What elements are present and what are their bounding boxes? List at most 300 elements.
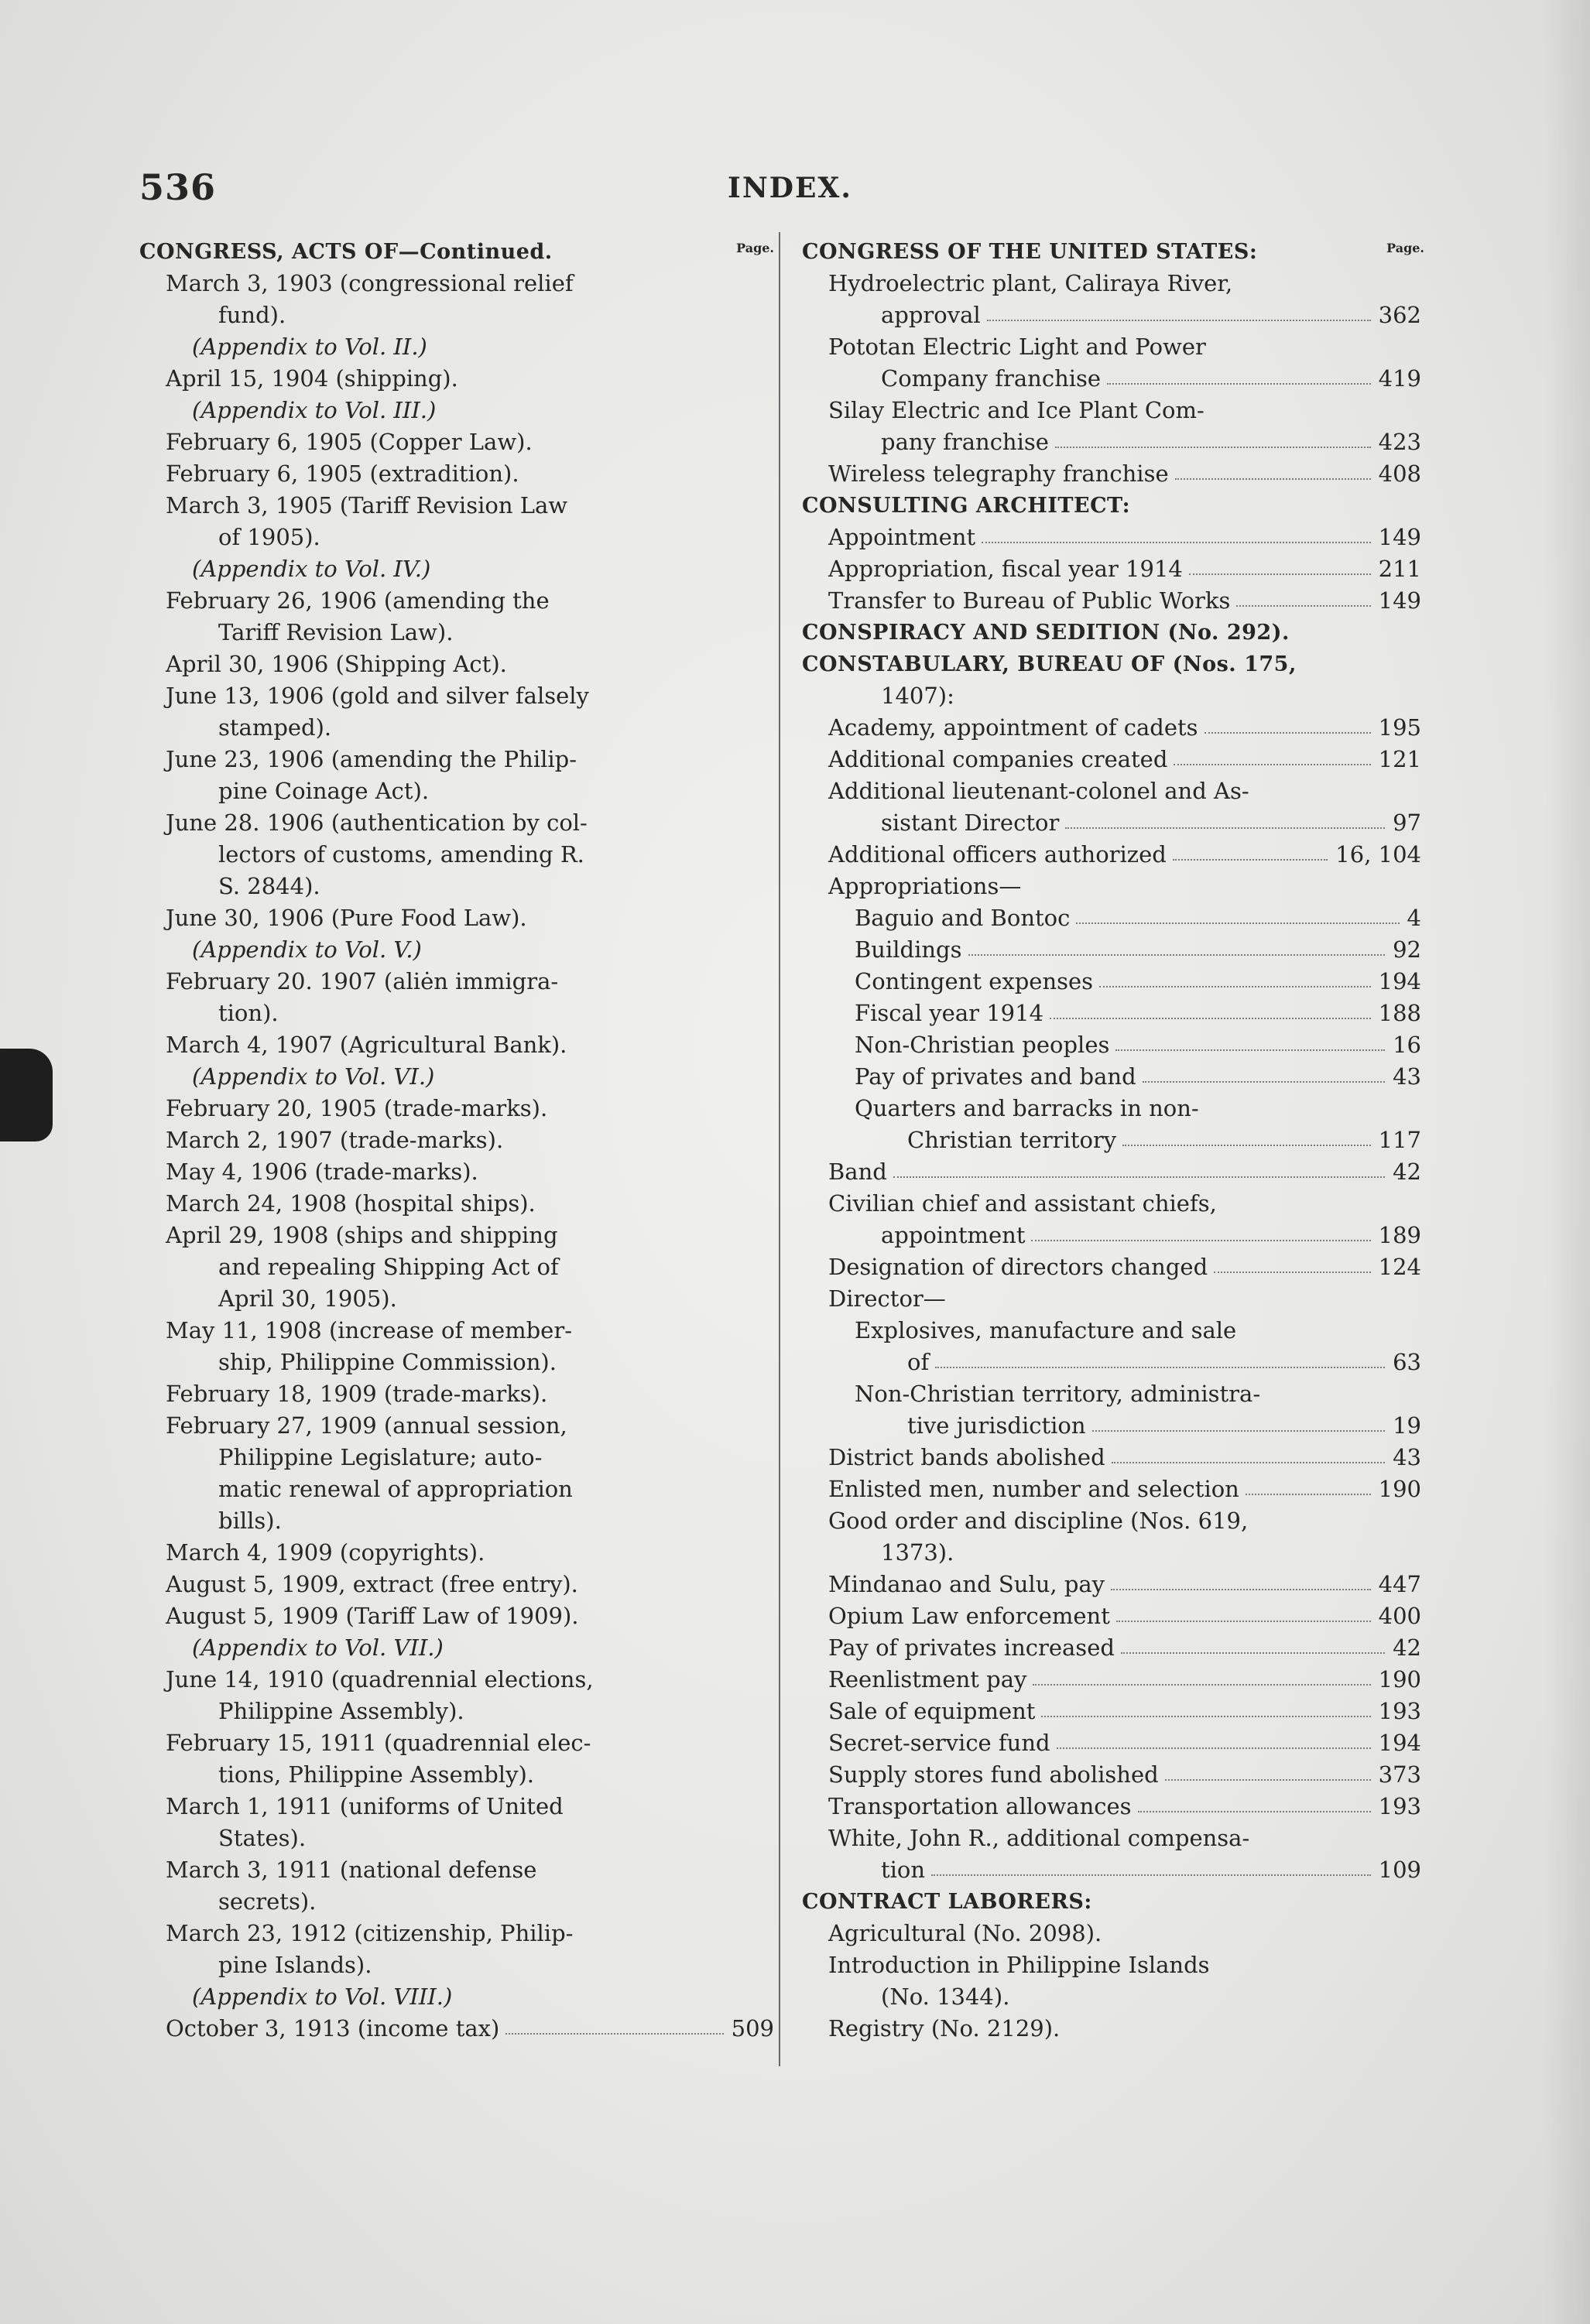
entry-text: Buildings (855, 936, 962, 963)
entry-text: February 20, 1905 (trade-marks). (166, 1095, 548, 1121)
index-entry (139, 1696, 759, 1727)
index-entry (139, 395, 759, 426)
index-entry (139, 299, 759, 331)
index-heading (802, 617, 1421, 649)
index-entry (139, 1727, 759, 1759)
entry-text: CONTRACT LABORERS: (802, 1890, 1092, 1914)
dot-leader (1115, 1049, 1385, 1051)
entry-text: tions, Philippine Assembly). (218, 1761, 534, 1788)
entry-text: Baguio and Bontoc (855, 905, 1071, 931)
dot-leader (1107, 383, 1371, 385)
entry-text: CONSPIRACY AND SEDITION (No. 292). (802, 621, 1290, 645)
index-heading (802, 236, 1421, 268)
index-entry (802, 902, 1421, 934)
page-column-label: Page. (736, 241, 774, 255)
index-entry (802, 1156, 1421, 1188)
entry-text: Registry (No. 2129). (828, 2015, 1061, 2042)
page-reference: 63 (1393, 1349, 1421, 1375)
page-reference: 42 (1393, 1159, 1421, 1185)
entry-text: Company franchise (881, 365, 1102, 392)
entry-text: May 11, 1908 (increase of member- (166, 1317, 572, 1343)
index-entry (802, 363, 1421, 395)
index-entry (802, 1537, 1421, 1569)
entry-text: White, John R., additional compensa- (828, 1825, 1250, 1851)
entry-text: ship, Philippine Commission). (218, 1349, 557, 1375)
page-reference: 121 (1378, 746, 1421, 772)
dot-leader (505, 2033, 724, 2035)
entry-text: February 6, 1905 (Copper Law). (166, 429, 533, 455)
index-entry (139, 775, 759, 807)
page-edge-shadow (1544, 0, 1590, 2324)
index-entry (802, 1315, 1421, 1347)
entry-text: 1373). (881, 1539, 954, 1566)
index-entry (139, 871, 759, 902)
entry-text: (Appendix to Vol. VI.) (192, 1063, 435, 1090)
entry-text: Transportation allowances (828, 1793, 1132, 1819)
entry-text: CONGRESS OF THE UNITED STATES: (802, 240, 1258, 264)
index-entry (802, 585, 1421, 617)
left-index-column (139, 236, 774, 2045)
dot-leader (1076, 922, 1400, 924)
dot-leader (931, 1874, 1371, 1876)
entry-text: March 1, 1911 (uniforms of United (166, 1793, 564, 1819)
page-reference: 189 (1378, 1222, 1421, 1248)
index-entry (802, 1632, 1421, 1664)
entry-text: Non-Christian territory, administra- (855, 1381, 1261, 1407)
index-entry (139, 1442, 759, 1473)
entry-text: August 5, 1909, extract (free entry). (166, 1571, 578, 1597)
entry-text: pine Islands). (218, 1952, 372, 1978)
index-entry (139, 1220, 759, 1251)
entry-text: June 28. 1906 (authentication by col- (166, 809, 588, 836)
entry-text: Additional lieutenant-colonel and As- (828, 778, 1249, 804)
entry-text: (Appendix to Vol. III.) (192, 397, 437, 423)
index-entry (139, 1600, 759, 1632)
entry-text: Additional companies created (828, 746, 1168, 772)
entry-text: June 14, 1910 (quadrennial elections, (166, 1666, 594, 1693)
index-entry (139, 966, 759, 998)
entry-text: of 1905). (218, 524, 320, 550)
page-reference: 419 (1378, 365, 1421, 392)
entry-text: Tariff Revision Law). (218, 619, 454, 645)
index-entry (802, 1410, 1421, 1442)
dot-leader (1031, 1240, 1371, 1241)
index-heading (139, 236, 759, 268)
entry-text: Hydroelectric plant, Caliraya River, (828, 270, 1233, 296)
page-reference: 16 (1393, 1032, 1421, 1058)
entry-text: February 26, 1906 (amending the (166, 587, 550, 614)
index-entry (802, 522, 1421, 553)
index-entry (139, 649, 759, 680)
index-entry (139, 1759, 759, 1791)
index-entry (802, 1347, 1421, 1378)
dot-leader (1204, 732, 1371, 734)
dot-leader (1165, 1779, 1371, 1781)
index-entry (139, 1949, 759, 1981)
index-entry (139, 268, 759, 299)
page-reference: 423 (1378, 429, 1421, 455)
index-entry (802, 1220, 1421, 1251)
index-entry (139, 1918, 759, 1949)
entry-text: Supply stores fund abolished (828, 1761, 1159, 1788)
column-divider (779, 232, 780, 2066)
page-reference: 43 (1393, 1063, 1421, 1090)
entry-text: March 3, 1911 (national defense (166, 1857, 537, 1883)
entry-text: bills). (218, 1508, 282, 1534)
page-reference: 188 (1378, 1000, 1421, 1026)
index-entry (139, 744, 759, 775)
index-entry (802, 1251, 1421, 1283)
dot-leader (1143, 1081, 1385, 1083)
entry-text: Transfer to Bureau of Public Works (828, 587, 1231, 614)
page-reference: 117 (1378, 1127, 1421, 1153)
dot-leader (1112, 1462, 1385, 1463)
index-entry (139, 1569, 759, 1600)
index-entry (802, 1600, 1421, 1632)
index-entry (139, 1632, 759, 1664)
entry-text: Non-Christian peoples (855, 1032, 1110, 1058)
dot-leader (1055, 447, 1371, 448)
entry-text: February 15, 1911 (quadrennial elec- (166, 1730, 591, 1756)
dot-leader (1057, 1747, 1371, 1749)
entry-text: Silay Electric and Ice Plant Com- (828, 397, 1204, 423)
dot-leader (1041, 1716, 1371, 1717)
index-entry (802, 1791, 1421, 1823)
page-column-label: Page. (1386, 241, 1424, 255)
page-reference: 149 (1378, 587, 1421, 614)
page-reference: 43 (1393, 1444, 1421, 1470)
entry-text: February 18, 1909 (trade-marks). (166, 1381, 548, 1407)
entry-text: August 5, 1909 (Tariff Law of 1909). (166, 1603, 579, 1629)
index-entry (802, 331, 1421, 363)
index-entry (139, 998, 759, 1029)
entry-text: tive jurisdiction (907, 1412, 1086, 1439)
index-entry (139, 585, 759, 617)
index-heading (802, 649, 1421, 680)
index-entry (802, 1093, 1421, 1124)
page-reference: 42 (1393, 1634, 1421, 1661)
entry-text: (Appendix to Vol. VIII.) (192, 1983, 453, 2010)
entry-text: Academy, appointment of cadets (828, 714, 1198, 741)
index-entry (802, 1283, 1421, 1315)
dot-leader (1092, 1430, 1385, 1432)
index-entry (139, 1315, 759, 1347)
index-entry (139, 902, 759, 934)
index-entry (139, 458, 759, 490)
entry-text: Appropriations— (828, 873, 1022, 899)
entry-text: April 30, 1905). (218, 1285, 397, 1312)
page-reference: 97 (1393, 809, 1421, 836)
index-entry (802, 1124, 1421, 1156)
page-reference: 195 (1378, 714, 1421, 741)
page-reference: 92 (1393, 936, 1421, 963)
dot-leader (1214, 1272, 1371, 1273)
dot-leader (987, 320, 1371, 321)
dot-leader (1065, 827, 1385, 829)
entry-text: Pay of privates increased (828, 1634, 1115, 1661)
index-entry (802, 1378, 1421, 1410)
index-entry (802, 744, 1421, 775)
index-entry (139, 363, 759, 395)
entry-text: Enlisted men, number and selection (828, 1476, 1239, 1502)
entry-text: Civilian chief and assistant chiefs, (828, 1190, 1217, 1217)
index-entry (139, 490, 759, 522)
index-entry (139, 1029, 759, 1061)
dot-leader (1122, 1145, 1371, 1146)
dot-leader (1121, 1652, 1385, 1654)
index-entry (802, 1823, 1421, 1854)
page-reference: 509 (731, 2015, 774, 2042)
index-entry (802, 1949, 1421, 1981)
dot-leader (1099, 986, 1371, 987)
entry-text: Introduction in Philippine Islands (828, 1952, 1210, 1978)
index-entry (139, 1791, 759, 1823)
entry-text: March 4, 1909 (copyrights). (166, 1539, 485, 1566)
index-entry (139, 1886, 759, 1918)
binder-clip (0, 1049, 53, 1141)
entry-text: February 6, 1905 (extradition). (166, 460, 519, 487)
index-entry (802, 1505, 1421, 1537)
entry-text: secrets). (218, 1888, 317, 1915)
index-entry (802, 1981, 1421, 2013)
page-reference: 190 (1378, 1666, 1421, 1693)
entry-text: Secret-service fund (828, 1730, 1050, 1756)
entry-text: April 15, 1904 (shipping). (166, 365, 458, 392)
entry-text: approval (881, 302, 981, 328)
entry-text: Opium Law enforcement (828, 1603, 1110, 1629)
entry-text: February 20. 1907 (aliėn immigra- (166, 968, 559, 994)
page-reference: 373 (1378, 1761, 1421, 1788)
entry-text: March 2, 1907 (trade-marks). (166, 1127, 504, 1153)
entry-text: May 4, 1906 (trade-marks). (166, 1159, 478, 1185)
index-entry (802, 966, 1421, 998)
entry-text: (Appendix to Vol. VII.) (192, 1634, 444, 1661)
index-entry (802, 1696, 1421, 1727)
entry-text: Mindanao and Sulu, pay (828, 1571, 1105, 1597)
index-entry (802, 1029, 1421, 1061)
index-entry (802, 299, 1421, 331)
index-entry (139, 1347, 759, 1378)
entry-text: Philippine Assembly). (218, 1698, 464, 1724)
page-reference: 193 (1378, 1793, 1421, 1819)
dot-leader (893, 1176, 1385, 1178)
dot-leader (1116, 1621, 1371, 1622)
page-reference: 16, 104 (1335, 841, 1421, 868)
entry-text: Wireless telegraphy franchise (828, 460, 1169, 487)
entry-text: March 3, 1905 (Tariff Revision Law (166, 492, 568, 519)
entry-text: Sale of equipment (828, 1698, 1036, 1724)
index-entry (802, 395, 1421, 426)
index-entry (802, 1759, 1421, 1791)
index-entry (802, 1473, 1421, 1505)
entry-text: April 29, 1908 (ships and shipping (166, 1222, 558, 1248)
entry-text: Christian territory (907, 1127, 1117, 1153)
index-entry (139, 553, 759, 585)
entry-text: Pototan Electric Light and Power (828, 334, 1206, 360)
page-reference: 193 (1378, 1698, 1421, 1724)
entry-text: tion (881, 1857, 926, 1883)
page-reference: 194 (1378, 1730, 1421, 1756)
index-entry (139, 1473, 759, 1505)
page-reference: 149 (1378, 524, 1421, 550)
page-reference: 400 (1378, 1603, 1421, 1629)
entry-text: lectors of customs, amending R. (218, 841, 584, 868)
index-entry (802, 680, 1421, 712)
entry-text: Good order and discipline (Nos. 619, (828, 1508, 1249, 1534)
index-entry (139, 1823, 759, 1854)
dot-leader (1138, 1811, 1371, 1812)
entry-text: Quarters and barracks in non- (855, 1095, 1199, 1121)
entry-text: June 23, 1906 (amending the Philip- (166, 746, 577, 772)
dot-leader (1236, 605, 1371, 607)
dot-leader (1111, 1589, 1371, 1590)
dot-leader (1173, 859, 1328, 861)
entry-text: S. 2844). (218, 873, 320, 899)
index-entry (139, 1124, 759, 1156)
index-entry (802, 268, 1421, 299)
index-heading (802, 1886, 1421, 1918)
page-reference: 194 (1378, 968, 1421, 994)
entry-text: Agricultural (No. 2098). (828, 1920, 1102, 1946)
entry-text: tion). (218, 1000, 279, 1026)
index-entry (802, 839, 1421, 871)
entry-text: States). (218, 1825, 307, 1851)
index-entry (802, 934, 1421, 966)
page-reference: 190 (1378, 1476, 1421, 1502)
index-entry (139, 2013, 774, 2045)
entry-text: matic renewal of appropriation (218, 1476, 573, 1502)
page-reference: 447 (1378, 1571, 1421, 1597)
entry-text: of (907, 1349, 930, 1375)
index-entry (139, 1537, 759, 1569)
index-entry (802, 775, 1421, 807)
page-reference: 362 (1378, 302, 1421, 328)
running-head: INDEX. (728, 172, 852, 204)
page-number: 536 (139, 166, 217, 208)
index-entry (139, 934, 759, 966)
index-entry (139, 1251, 759, 1283)
page-reference: 109 (1378, 1857, 1421, 1883)
index-entry (802, 1188, 1421, 1220)
index-entry (802, 871, 1421, 902)
index-entry (802, 807, 1421, 839)
dot-leader (1246, 1494, 1371, 1495)
entry-text: (Appendix to Vol. IV.) (192, 556, 431, 582)
index-entry (802, 1918, 1421, 1949)
index-heading (802, 490, 1421, 522)
index-entry (139, 1410, 759, 1442)
index-entry (802, 2013, 1421, 2045)
entry-text: Pay of privates and band (855, 1063, 1136, 1090)
entry-text: and repealing Shipping Act of (218, 1254, 559, 1280)
dot-leader (1033, 1684, 1371, 1686)
index-entry (802, 1442, 1421, 1473)
index-entry (802, 1727, 1421, 1759)
index-entry (139, 1664, 759, 1696)
entry-text: CONSTABULARY, BUREAU OF (Nos. 175, (802, 652, 1297, 676)
index-entry (802, 1664, 1421, 1696)
entry-text: Reenlistment pay (828, 1666, 1027, 1693)
index-entry (139, 1156, 759, 1188)
entry-text: (Appendix to Vol. V.) (192, 936, 422, 963)
entry-text: Fiscal year 1914 (855, 1000, 1044, 1026)
index-entry (802, 712, 1421, 744)
entry-text: 1407): (881, 683, 954, 709)
index-entry (139, 1505, 759, 1537)
entry-text: CONGRESS, ACTS OF—Continued. (139, 240, 553, 264)
index-entry (139, 617, 759, 649)
dot-leader (1174, 764, 1371, 765)
index-entry (802, 998, 1421, 1029)
index-entry (139, 712, 759, 744)
page-reference: 408 (1378, 460, 1421, 487)
index-entry (139, 426, 759, 458)
entry-text: CONSULTING ARCHITECT: (802, 494, 1131, 518)
index-entry (139, 1378, 759, 1410)
entry-text: Contingent expenses (855, 968, 1094, 994)
entry-text: pany franchise (881, 429, 1049, 455)
entry-text: (No. 1344). (881, 1983, 1010, 2010)
entry-text: fund). (218, 302, 286, 328)
page-reference: 4 (1407, 905, 1421, 931)
page-reference: 19 (1393, 1412, 1421, 1439)
entry-text: Band (828, 1159, 887, 1185)
entry-text: February 27, 1909 (annual session, (166, 1412, 567, 1439)
index-entry (139, 1283, 759, 1315)
right-index-column (802, 236, 1424, 2045)
entry-text: April 30, 1906 (Shipping Act). (166, 651, 507, 677)
dot-leader (1175, 478, 1371, 480)
entry-text: Philippine Legislature; auto- (218, 1444, 543, 1470)
entry-text: Appointment (828, 524, 976, 550)
index-entry (802, 458, 1421, 490)
dot-leader (1189, 573, 1371, 575)
entry-text: sistant Director (881, 809, 1060, 836)
index-entry (139, 839, 759, 871)
entry-text: March 3, 1903 (congressional relief (166, 270, 574, 296)
dot-leader (968, 954, 1385, 956)
entry-text: Director— (828, 1285, 946, 1312)
index-entry (802, 426, 1421, 458)
dot-leader (982, 542, 1371, 543)
entry-text: March 23, 1912 (citizenship, Philip- (166, 1920, 574, 1946)
entry-text: March 4, 1907 (Agricultural Bank). (166, 1032, 567, 1058)
entry-text: Designation of directors changed (828, 1254, 1208, 1280)
index-entry (139, 522, 759, 553)
index-entry (139, 1188, 759, 1220)
index-entry (139, 1061, 759, 1093)
index-entry (139, 1093, 759, 1124)
entry-text: Appropriation, fiscal year 1914 (828, 556, 1183, 582)
index-entry (802, 1854, 1421, 1886)
entry-text: June 13, 1906 (gold and silver falsely (166, 683, 589, 709)
index-entry (139, 1981, 759, 2013)
dot-leader (1050, 1018, 1371, 1019)
entry-text: appointment (881, 1222, 1026, 1248)
dot-leader (935, 1367, 1385, 1368)
entry-text: pine Coinage Act). (218, 778, 430, 804)
index-entry (139, 331, 759, 363)
entry-text: stamped). (218, 714, 332, 741)
index-entry (802, 1569, 1421, 1600)
entry-text: October 3, 1913 (income tax) (166, 2015, 500, 2042)
index-entry (802, 553, 1421, 585)
index-entry (139, 807, 759, 839)
entry-text: District bands abolished (828, 1444, 1105, 1470)
entry-text: (Appendix to Vol. II.) (192, 334, 427, 360)
entry-text: March 24, 1908 (hospital ships). (166, 1190, 536, 1217)
page-reference: 211 (1378, 556, 1421, 582)
